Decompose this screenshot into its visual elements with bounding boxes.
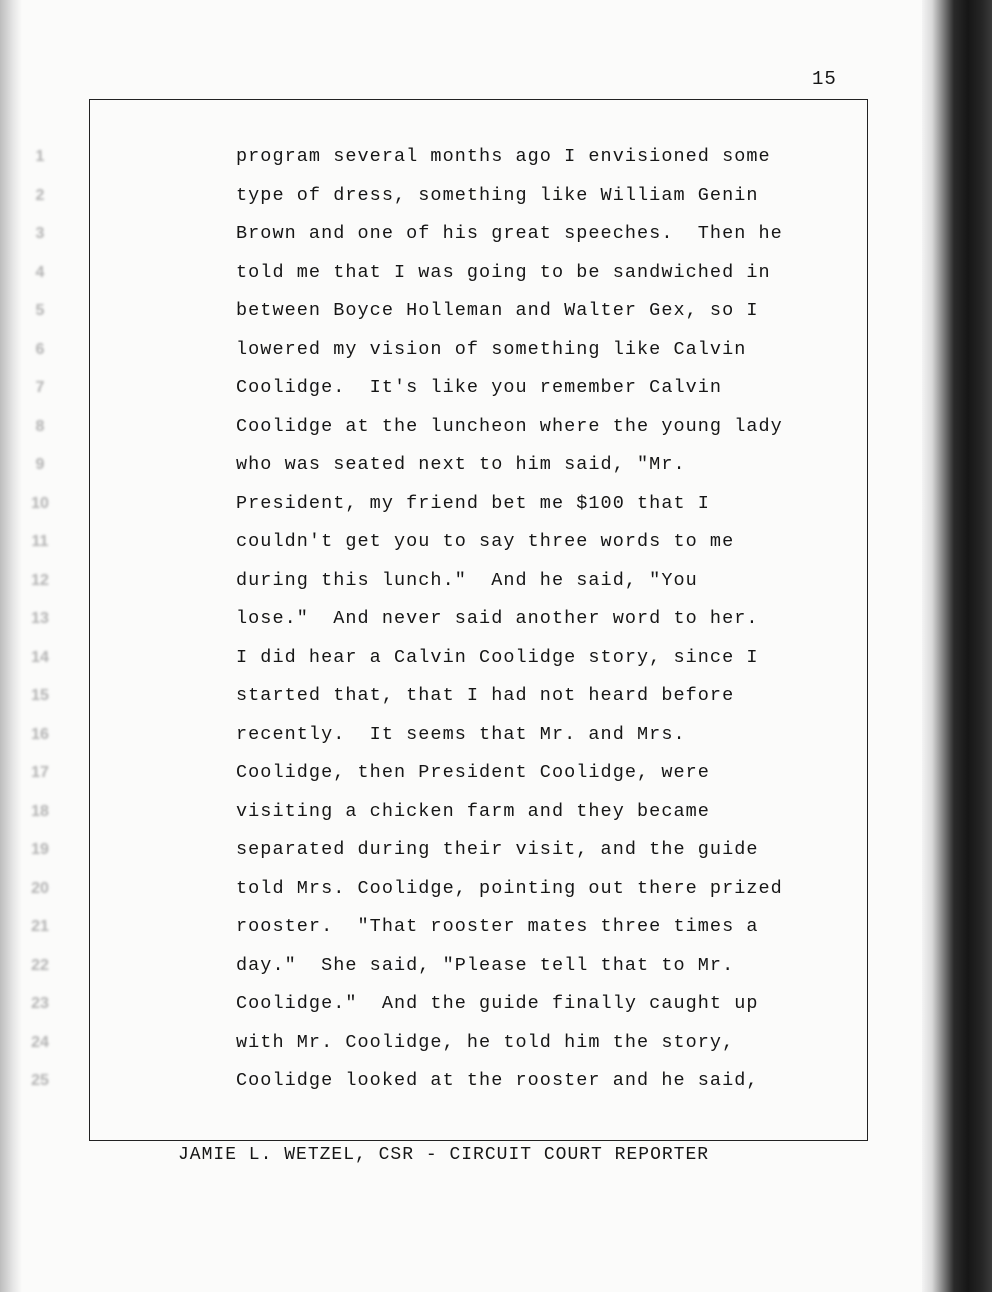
reporter-footer: JAMIE L. WETZEL, CSR - CIRCUIT COURT REPORTER [178,1145,710,1165]
transcript-line: Coolidge looked at the rooster and he said, [236,1070,759,1091]
transcript-line: with Mr. Coolidge, he told him the story, [236,1031,735,1053]
line-number: 10 [31,494,49,512]
line-number: 1 [35,148,45,165]
transcript-line: couldn't get you to say three words to me [236,531,735,552]
transcript-line: President, my friend bet me $100 that I [236,492,710,514]
line-number: 12 [31,571,49,589]
transcript-line: visiting a chicken farm and they became [236,800,710,822]
line-number: 4 [35,263,45,281]
transcript-line: Coolidge, then President Coolidge, were [236,762,710,783]
line-number: 18 [31,802,49,820]
line-number: 2 [35,186,45,204]
line-number: 23 [31,995,49,1012]
transcript-body [236,144,836,1107]
line-number: 25 [31,1072,49,1089]
line-number: 17 [31,764,49,781]
transcript-line: lose." And never said another word to her. [236,608,759,629]
transcript-line: started that, that I had not heard before [236,685,735,706]
line-number: 6 [35,340,45,358]
transcript-line: lowered my vision of something like Calvin [236,338,747,360]
line-number-column [20,144,60,1107]
transcript-line: during this lunch." And he said, "You [236,569,698,591]
line-number: 7 [35,379,45,396]
transcript-line: Coolidge." And the guide finally caught up [236,993,759,1014]
transcript-line: Coolidge. It's like you remember Calvin [236,377,723,398]
transcript-line: between Boyce Holleman and Walter Gex, so I [236,300,759,321]
transcript-line: Brown and one of his great speeches. Then he [236,223,783,244]
line-number: 9 [35,456,45,473]
transcript-line: told me that I was going to be sandwiched in [236,261,771,283]
line-number: 5 [35,302,45,319]
line-number: 14 [31,648,49,666]
transcript-line: who was seated next to him said, "Mr. [236,454,686,475]
scan-left-shadow [0,0,22,1292]
transcript-line: recently. It seems that Mr. and Mrs. [236,723,686,745]
line-number: 16 [31,725,49,743]
transcript-line: program several months ago I envisioned some [236,146,771,167]
transcript-line: rooster. "That rooster mates three times a [236,916,759,937]
book-spine-shadow [922,0,992,1292]
transcript-line: type of dress, something like William Genin [236,184,759,206]
transcript-line: Coolidge at the luncheon where the young lady [236,415,783,437]
line-number: 22 [31,956,49,974]
page-number: 15 [812,68,837,90]
line-number: 19 [31,841,49,858]
transcript-line: I did hear a Calvin Coolidge story, since I [236,646,759,668]
line-number: 20 [31,879,49,897]
line-number: 13 [31,610,49,627]
line-number: 8 [35,417,45,435]
line-number: 24 [31,1033,49,1051]
transcript-line: told Mrs. Coolidge, pointing out there prized [236,877,783,899]
line-number: 15 [31,687,49,704]
line-number: 11 [31,533,49,550]
transcript-line: day." She said, "Please tell that to Mr. [236,954,735,976]
transcript-line: separated during their visit, and the guide [236,839,759,860]
line-number: 3 [35,225,45,242]
line-number: 21 [31,918,49,935]
